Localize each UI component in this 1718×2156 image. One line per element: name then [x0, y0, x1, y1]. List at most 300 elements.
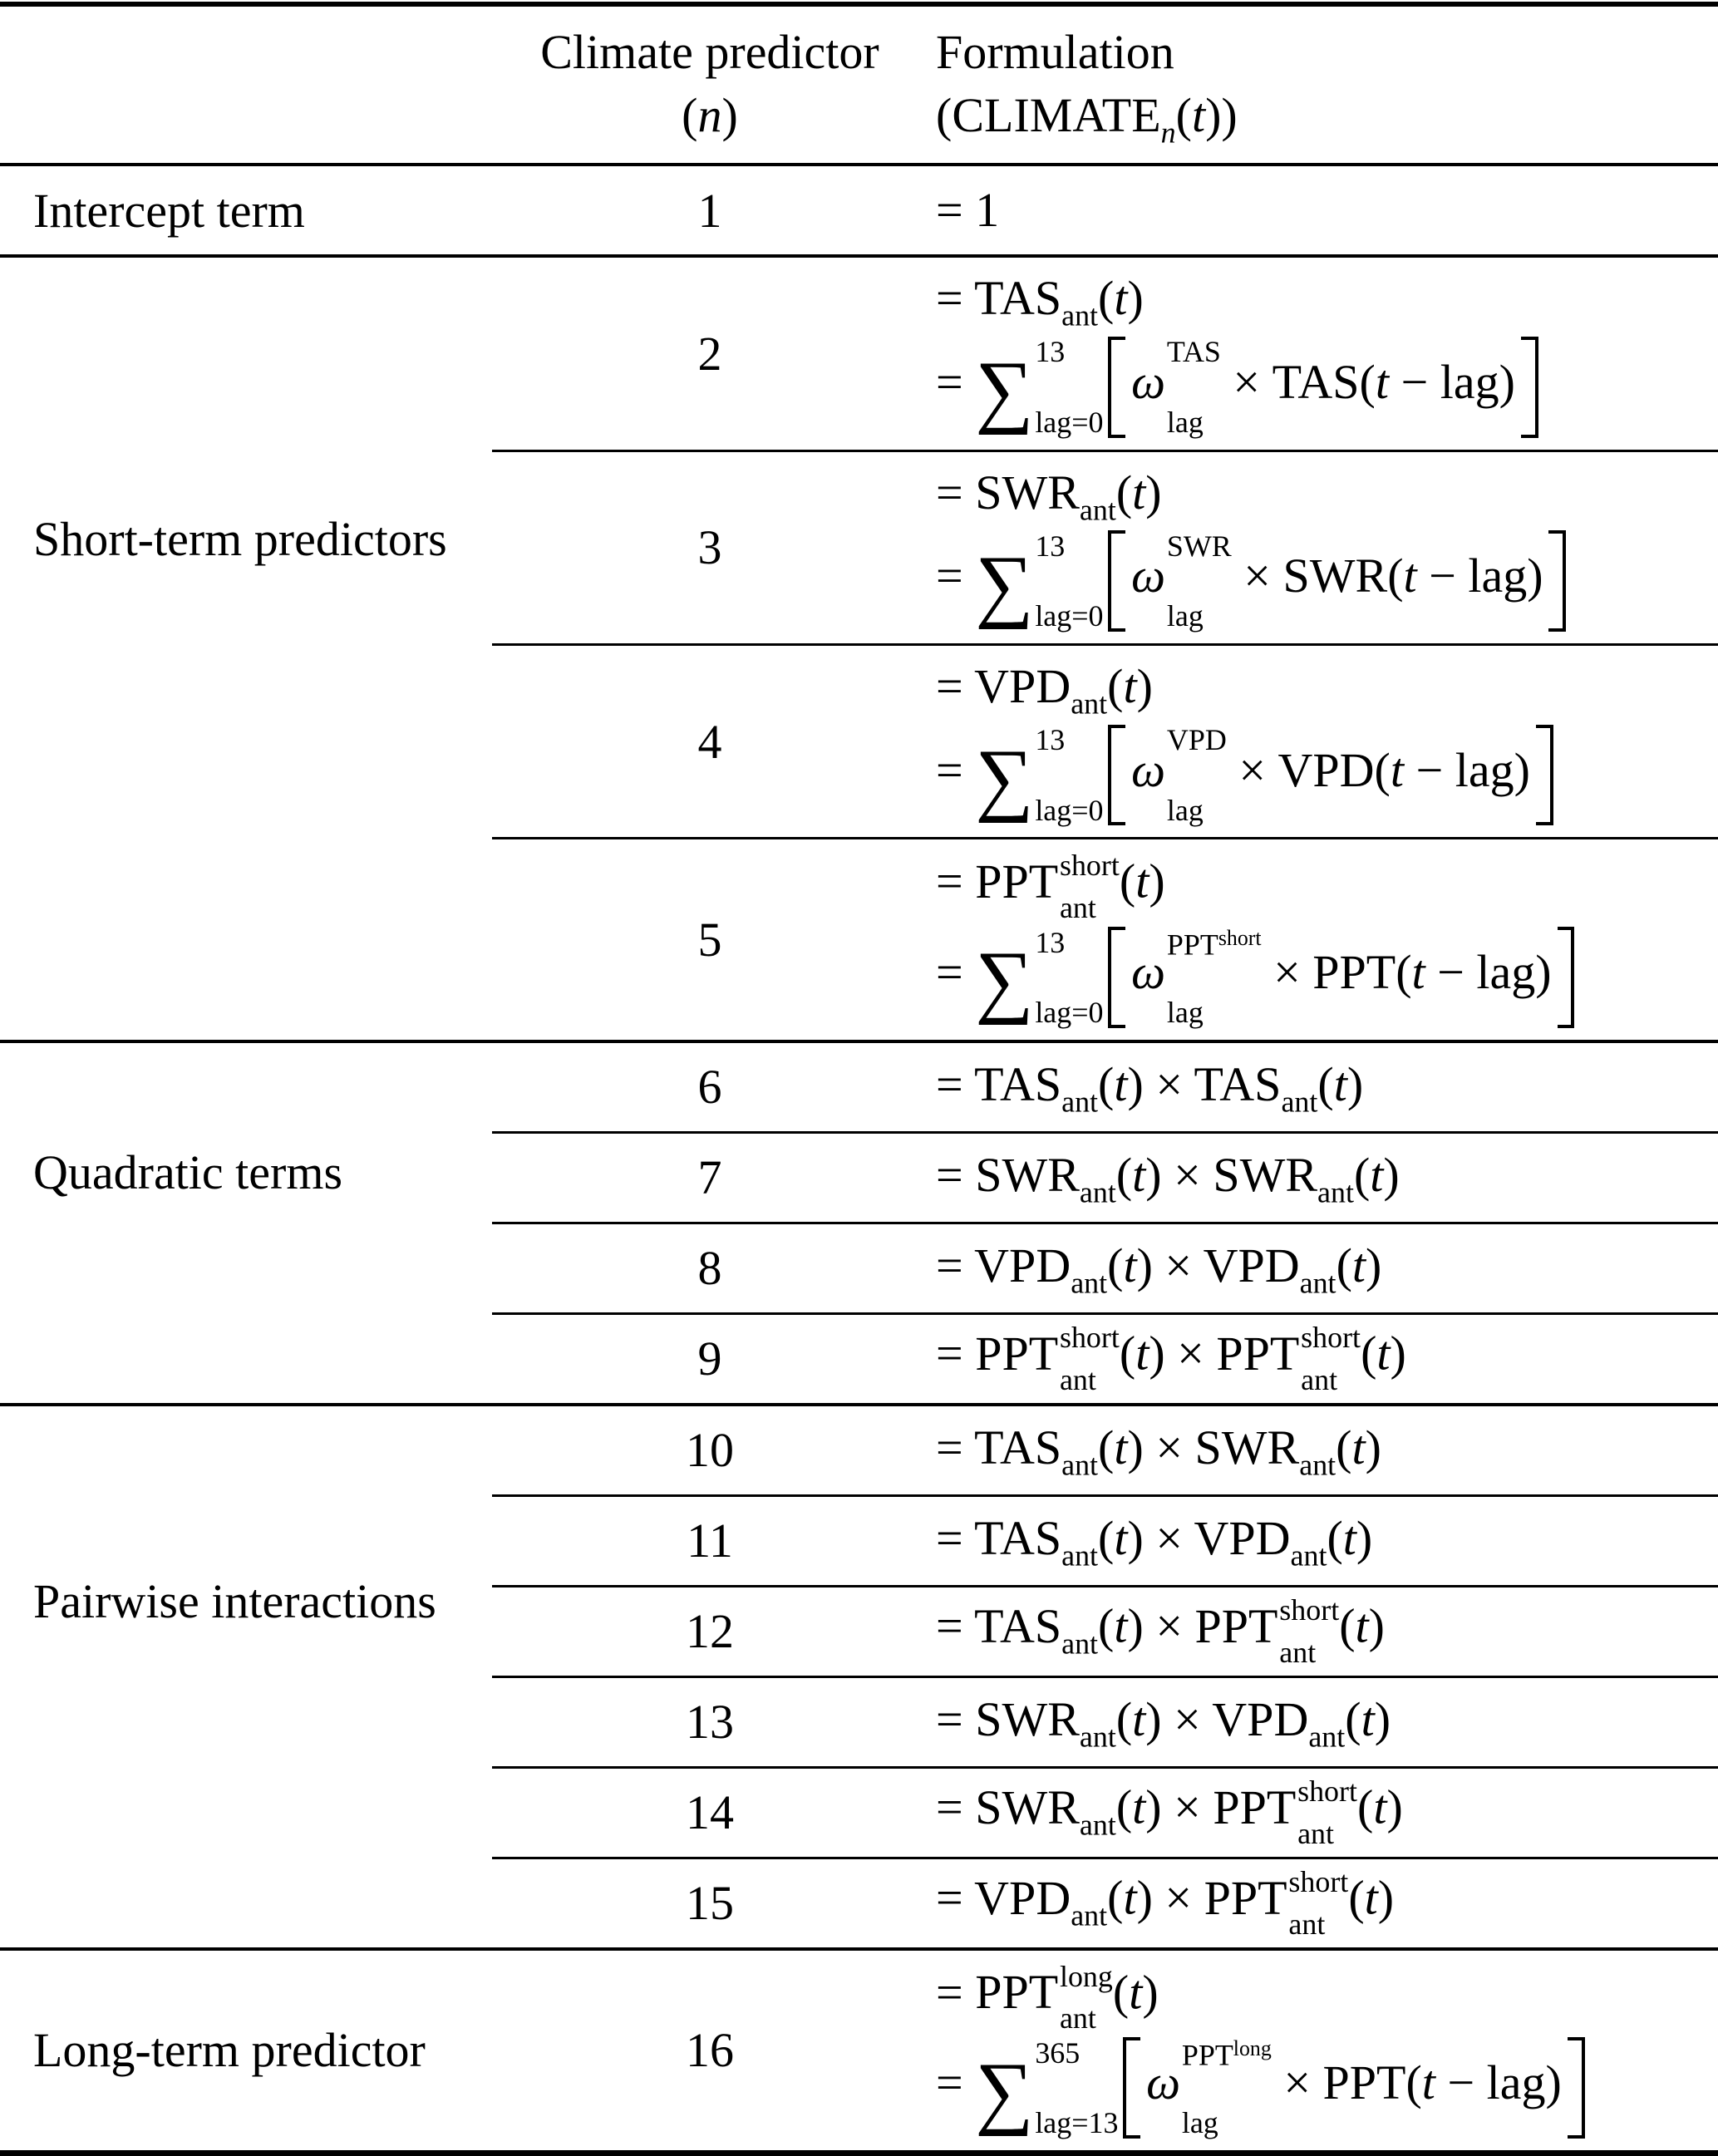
table-row	[492, 1676, 1718, 1766]
text-run: ×	[1152, 1238, 1204, 1293]
subscript: ant	[1071, 1898, 1108, 1932]
predictor-group	[0, 1403, 1718, 1947]
text-run: )	[1368, 1599, 1385, 1654]
predictor-number-cell	[492, 1059, 928, 1115]
group-rows	[492, 1406, 1718, 1947]
superscript: 13	[1035, 335, 1066, 369]
table-row	[492, 837, 1718, 1039]
term-base: VPD	[1212, 1692, 1309, 1747]
formula-line	[936, 86, 1718, 149]
term-base: TAS	[974, 1057, 1062, 1112]
text-run: )	[1386, 1780, 1403, 1835]
big-left-bracket	[1108, 927, 1125, 1028]
formula-line	[936, 1593, 1711, 1669]
group-label-cell	[0, 258, 492, 1040]
summation-term	[975, 723, 1104, 827]
formula-line	[936, 337, 1711, 438]
group-label: Long-term predictor	[33, 2023, 426, 2078]
term-base: ω	[1131, 355, 1166, 410]
italic-symbol: t	[1333, 1057, 1347, 1112]
italic-symbol: t	[1114, 271, 1128, 326]
big-right-bracket	[1521, 337, 1538, 438]
term-base: PPT	[1216, 1327, 1300, 1381]
term-base: ω	[1131, 549, 1166, 603]
script-stack	[1166, 723, 1227, 827]
text-run: = 1	[936, 183, 1000, 238]
term-base: PPT	[1194, 1599, 1278, 1654]
subscript: lag=0	[1035, 793, 1104, 827]
term-base: TAS	[974, 271, 1062, 326]
text-run: Formulation	[936, 25, 1174, 79]
subscript: ant	[1297, 1816, 1335, 1850]
text-run: ×	[1161, 1148, 1213, 1203]
table-header	[0, 7, 1718, 166]
predictor-number: 8	[697, 1241, 722, 1296]
term-base: SWR	[1194, 1420, 1300, 1475]
italic-symbol: t	[1355, 1599, 1369, 1654]
italic-symbol: n	[697, 87, 722, 142]
predictor-number-cell	[492, 519, 928, 575]
italic-symbol: t	[1373, 1780, 1387, 1835]
script-stack	[1060, 851, 1120, 922]
term-base: TAS	[1194, 1057, 1282, 1112]
superscript: 13	[1035, 529, 1066, 563]
big-left-bracket	[1108, 337, 1125, 438]
text-run: =	[936, 1238, 975, 1293]
table-row	[492, 258, 1718, 449]
text-run: )	[1142, 1965, 1159, 2020]
variable-term	[1213, 1148, 1354, 1210]
italic-symbol: t	[1351, 1420, 1366, 1475]
script-stack	[1297, 1777, 1357, 1848]
predictor-number: 1	[697, 183, 722, 238]
term-base: TAS	[974, 1511, 1062, 1566]
variable-term	[974, 1420, 1099, 1483]
variable-term	[975, 1321, 1120, 1396]
superscript: short	[1288, 1865, 1349, 1899]
subscript: lag=0	[1035, 405, 1104, 439]
italic-symbol: t	[1132, 1692, 1146, 1747]
script-stack	[1166, 335, 1221, 439]
big-left-bracket	[1108, 725, 1125, 826]
predictor-number: 14	[686, 1785, 734, 1840]
predictor-number-cell	[492, 1603, 928, 1659]
predictor-number-cell	[492, 1422, 928, 1478]
subscript: ant	[1061, 1627, 1099, 1661]
text-run: =	[936, 1057, 975, 1112]
superscript: 365	[1035, 2035, 1081, 2070]
sigma-glyph: ∑	[975, 733, 1034, 824]
script-stack	[1166, 925, 1262, 1030]
text-run: Climate predictor	[540, 25, 879, 79]
subscript: lag	[1166, 793, 1204, 827]
term-base: ω	[1146, 2055, 1181, 2110]
formula-line	[936, 1323, 1711, 1394]
text-run: (	[1339, 1599, 1356, 1654]
text-run: (	[1336, 1420, 1352, 1475]
text-run: )	[1127, 1599, 1144, 1654]
superscript: long	[1059, 1959, 1113, 1993]
script-stack	[1035, 2035, 1119, 2140]
subscript: ant	[1288, 1907, 1326, 1941]
subscript: ant	[1079, 1808, 1116, 1842]
subscript: ant	[1059, 1362, 1096, 1396]
formulation-cell	[928, 1047, 1718, 1126]
text-run: (	[1107, 659, 1124, 714]
text-run: (	[1098, 271, 1115, 326]
text-run: (	[1107, 1238, 1124, 1293]
table-row	[492, 1312, 1718, 1403]
weight-coefficient	[1131, 529, 1232, 633]
formulation-cell	[928, 258, 1718, 449]
superscript: short	[1279, 1593, 1340, 1627]
subscript: ant	[1061, 1085, 1099, 1120]
table-row	[492, 1951, 1718, 2150]
term-base: SWR	[975, 1780, 1080, 1835]
variable-term	[1194, 1593, 1340, 1669]
script-stack	[1035, 925, 1104, 1030]
predictor-number: 5	[697, 913, 722, 967]
subscript: ant	[1281, 1085, 1318, 1120]
variable-term	[975, 465, 1116, 527]
text-run: )	[1145, 1692, 1162, 1747]
text-run: =	[936, 1871, 975, 1926]
script-stack	[1279, 1593, 1340, 1669]
formula-line	[936, 657, 1711, 720]
group-rows	[492, 258, 1718, 1040]
text-run: )	[1136, 1871, 1153, 1926]
italic-symbol: t	[1135, 854, 1149, 908]
italic-symbol: t	[1403, 549, 1417, 603]
text-run: × PPT(	[1271, 2055, 1422, 2110]
group-rows	[492, 166, 1718, 254]
group-label-cell	[0, 1406, 492, 1947]
weight-coefficient	[1131, 335, 1221, 439]
big-left-bracket	[1108, 530, 1125, 632]
predictor-number: 9	[697, 1332, 722, 1386]
formula-line	[936, 927, 1711, 1028]
formula-line	[936, 1146, 1711, 1208]
text-run: =	[936, 1780, 976, 1835]
formulation-cell	[928, 1410, 1718, 1489]
table-row	[492, 1131, 1718, 1222]
term-base: VPD	[974, 1238, 1071, 1293]
italic-symbol: t	[1351, 1238, 1366, 1293]
text-run: )	[1145, 465, 1162, 519]
formula-line	[936, 851, 1711, 922]
table-row	[492, 1222, 1718, 1312]
text-run: ×	[1161, 1692, 1213, 1747]
term-base: PPT	[1204, 1871, 1287, 1926]
text-run: =	[936, 854, 976, 908]
text-run: − lag)	[1435, 2055, 1562, 2110]
subscript: lag=13	[1035, 2106, 1119, 2140]
predictor-number: 16	[686, 2023, 734, 2078]
variable-term	[975, 849, 1120, 924]
variable-term	[975, 1780, 1116, 1842]
text-run: )	[1149, 1327, 1165, 1381]
text-run: (	[1098, 1511, 1115, 1566]
script-stack	[1035, 335, 1104, 439]
superscript: SWR	[1166, 529, 1232, 563]
italic-symbol: t	[1129, 1965, 1143, 2020]
variable-term	[1204, 1865, 1349, 1941]
script-stack	[1166, 529, 1232, 633]
text-run: × PPT(	[1261, 945, 1412, 1000]
text-run: )	[1374, 1692, 1391, 1747]
subscript: n	[1160, 116, 1176, 150]
text-run: )	[1149, 854, 1165, 908]
text-run: ×	[1143, 1511, 1194, 1566]
text-run: ))	[1205, 87, 1238, 142]
text-run: =	[936, 1965, 976, 2020]
italic-symbol: t	[1123, 659, 1137, 714]
table-row	[492, 1766, 1718, 1857]
text-run: )	[1383, 1148, 1400, 1203]
italic-symbol: t	[1361, 1692, 1375, 1747]
superscript: 13	[1035, 925, 1066, 959]
italic-symbol: t	[1123, 1871, 1137, 1926]
big-right-bracket	[1548, 530, 1566, 632]
text-run: × VPD(	[1226, 742, 1391, 797]
predictor-group	[0, 1947, 1718, 2150]
term-base: PPT	[975, 1327, 1059, 1381]
text-run: =	[936, 2055, 976, 2110]
formulation-cell	[928, 839, 1718, 1039]
text-run: (	[1317, 1057, 1334, 1112]
term-base: VPD	[1203, 1238, 1300, 1293]
variable-term	[1216, 1321, 1361, 1396]
italic-symbol: t	[1135, 1327, 1149, 1381]
italic-symbol: t	[1114, 1511, 1128, 1566]
variable-term	[974, 1871, 1108, 1932]
variable-term	[1194, 1057, 1318, 1120]
text-run: )	[1356, 1511, 1373, 1566]
term-base: SWR	[975, 465, 1080, 519]
text-run: =	[936, 742, 976, 797]
text-run: (	[1119, 1327, 1136, 1381]
superscript: short	[1301, 1321, 1361, 1355]
big-right-bracket	[1568, 2037, 1585, 2139]
predictor-number: 3	[697, 520, 722, 575]
text-run: − lag)	[1425, 945, 1552, 1000]
formulation-cell	[928, 1315, 1718, 1402]
predictor-group	[0, 166, 1718, 254]
table-body	[0, 166, 1718, 2150]
predictor-number-cell	[492, 326, 928, 381]
italic-symbol: t	[1390, 742, 1404, 797]
text-run: (	[1119, 854, 1136, 908]
formula-line	[936, 1777, 1711, 1848]
text-run: − lag)	[1416, 549, 1543, 603]
formulation-cell	[928, 646, 1718, 837]
predictor-number: 2	[697, 326, 722, 381]
subscript: ant	[1079, 1176, 1116, 1210]
group-label: Quadratic terms	[33, 1145, 343, 1200]
nested-superscript: short	[1218, 925, 1262, 950]
text-run: (	[1112, 1965, 1130, 2020]
variable-term	[975, 1692, 1116, 1755]
predictor-group	[0, 254, 1718, 1040]
predictor-group	[0, 1040, 1718, 1403]
formulation-cell	[928, 1769, 1718, 1856]
formulation-cell	[928, 1501, 1718, 1580]
text-run: =	[936, 659, 975, 714]
predictor-number-cell	[492, 183, 928, 239]
formulation-cell	[928, 1138, 1718, 1217]
formulation-cell	[928, 1682, 1718, 1761]
subscript: lag	[1166, 996, 1204, 1030]
text-run: × TAS(	[1220, 355, 1376, 410]
subscript: ant	[1061, 298, 1099, 332]
formula-line	[936, 23, 1718, 81]
table-row	[492, 1043, 1718, 1131]
text-run: (	[682, 87, 698, 142]
formulation-cell	[928, 452, 1718, 643]
formula-line	[936, 1509, 1711, 1572]
italic-symbol: t	[1114, 1057, 1128, 1112]
italic-symbol: t	[1132, 465, 1146, 519]
subscript: ant	[1059, 2001, 1096, 2035]
big-right-bracket	[1558, 927, 1575, 1028]
script-stack	[1288, 1865, 1349, 1941]
text-run: (	[936, 87, 953, 142]
italic-symbol: t	[1114, 1420, 1128, 1475]
predictor-number: 7	[697, 1150, 722, 1205]
weight-coefficient	[1131, 723, 1227, 827]
sigma-glyph: ∑	[975, 2045, 1034, 2137]
text-run: =	[936, 1420, 975, 1475]
term-base: TAS	[974, 1420, 1062, 1475]
text-run: =	[936, 1692, 976, 1747]
predictor-number: 4	[697, 714, 722, 769]
text-run: )	[1127, 1420, 1144, 1475]
term-base: PPT	[975, 1965, 1059, 2020]
superscript: $PPT^{long}$	[1181, 2035, 1272, 2072]
summation-term	[975, 335, 1104, 439]
predictor-number-cell	[492, 1694, 928, 1750]
variable-term	[1212, 1692, 1346, 1755]
script-stack	[1035, 529, 1104, 633]
text-run: )	[1377, 1871, 1395, 1926]
formula-line	[492, 86, 928, 145]
subscript: ant	[1290, 1539, 1327, 1573]
text-run: =	[936, 945, 976, 1000]
subscript: ant	[1317, 1176, 1354, 1210]
text-run: ×	[1143, 1420, 1195, 1475]
predictor-number: 11	[687, 1514, 733, 1568]
formulation-cell	[928, 173, 1718, 248]
term-base: SWR	[1213, 1148, 1318, 1203]
text-run: (	[1098, 1057, 1115, 1112]
script-stack	[1060, 1323, 1120, 1394]
predictor-number-cell	[492, 1513, 928, 1568]
table-row	[492, 450, 1718, 643]
subscript: ant	[1299, 1449, 1336, 1483]
big-right-bracket	[1536, 725, 1553, 826]
superscript: TAS	[1166, 335, 1221, 369]
text-run: =	[936, 1511, 975, 1566]
italic-symbol: t	[1364, 1871, 1378, 1926]
variable-term	[974, 1511, 1099, 1573]
superscript: short	[1059, 1321, 1120, 1355]
variable-term	[1213, 1775, 1358, 1850]
table-row	[492, 1857, 1718, 1947]
italic-symbol: t	[1376, 1327, 1391, 1381]
text-run: − lag)	[1389, 355, 1515, 410]
italic-symbol: t	[1132, 1780, 1146, 1835]
group-rows	[492, 1951, 1718, 2150]
table-row	[492, 643, 1718, 837]
variable-term	[1194, 1420, 1336, 1483]
text-run: =	[936, 1599, 975, 1654]
group-label-cell	[0, 1043, 492, 1403]
italic-symbol: t	[1132, 1148, 1146, 1203]
text-run: (	[1115, 465, 1133, 519]
variable-term	[1203, 1238, 1336, 1301]
subscript: lag	[1181, 2106, 1218, 2140]
text-run: (	[1357, 1780, 1374, 1835]
text-run: (	[1353, 1148, 1371, 1203]
term-base: SWR	[975, 1692, 1080, 1747]
group-label: Intercept term	[33, 183, 305, 238]
group-rows	[492, 1043, 1718, 1403]
italic-symbol: t	[1375, 355, 1389, 410]
term-base: PPT	[975, 854, 1059, 908]
subscript: ant	[1061, 1449, 1099, 1483]
formula-line	[936, 1865, 1711, 1941]
text-run: (	[1115, 1692, 1133, 1747]
text-run: =	[936, 271, 975, 326]
text-run: (	[1327, 1511, 1343, 1566]
subscript: lag=0	[1035, 996, 1104, 1030]
header-formulation	[928, 23, 1718, 148]
formulation-cell	[928, 1228, 1718, 1307]
formula-line	[936, 725, 1711, 826]
predictor-number: 10	[686, 1423, 734, 1478]
summation-term	[975, 2035, 1119, 2140]
text-run: − lag)	[1404, 742, 1530, 797]
script-stack	[1181, 2035, 1272, 2140]
weight-coefficient	[1131, 925, 1262, 1030]
subscript: ant	[1279, 1635, 1317, 1669]
italic-symbol: t	[1342, 1511, 1356, 1566]
text-run: )	[1390, 1327, 1406, 1381]
header-climate-predictor	[492, 23, 928, 148]
text-run: )	[1127, 271, 1144, 326]
formula-line	[936, 1691, 1711, 1753]
text-run: ×	[1161, 1780, 1213, 1835]
text-run: )	[1346, 1057, 1364, 1112]
formula-line	[936, 2037, 1711, 2139]
weight-coefficient	[1146, 2035, 1272, 2140]
text-run: =	[936, 549, 976, 603]
variable-term	[974, 1238, 1108, 1301]
subscript: ant	[1079, 1720, 1116, 1755]
term-base: CLIMATE	[952, 87, 1161, 142]
text-run: × SWR(	[1231, 549, 1404, 603]
term-base: PPT	[1213, 1780, 1297, 1835]
term-base: VPD	[974, 659, 1071, 714]
subscript: ant	[1301, 1362, 1338, 1396]
text-run: )	[1365, 1420, 1381, 1475]
term-base: SWR	[975, 1148, 1080, 1203]
formulation-cell	[928, 1859, 1718, 1947]
group-label-cell	[0, 1951, 492, 2150]
formulation-cell	[928, 1951, 1718, 2150]
summation-term	[975, 925, 1104, 1030]
text-run: (	[1115, 1780, 1133, 1835]
